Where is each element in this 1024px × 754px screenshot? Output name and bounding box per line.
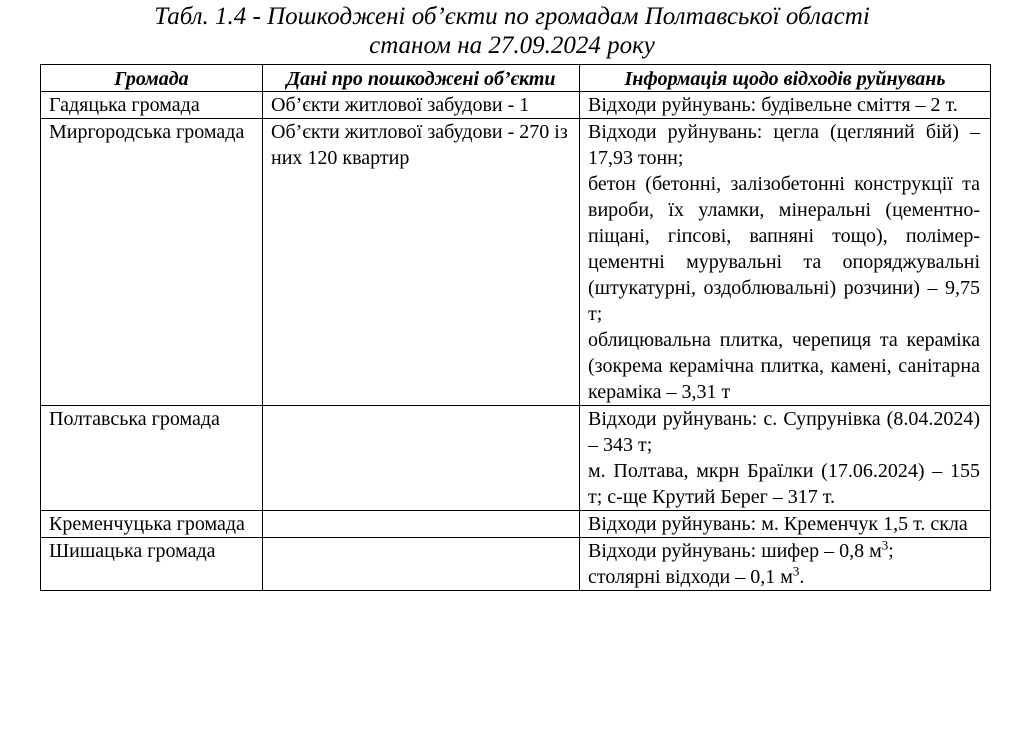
cell-community: Миргородська громада	[41, 119, 263, 406]
cell-community: Полтавська громада	[41, 406, 263, 511]
superscript-3: 3	[792, 563, 800, 579]
waste-line: Відходи руйнувань: с. Супрунівка (8.04.2024) – 343 т;	[588, 408, 980, 456]
cell-community: Кременчуцька громада	[41, 511, 263, 538]
waste-text: .	[799, 566, 805, 588]
waste-line: бетон (бетонні, залізобетонні конструкції та вироби, їх уламки, мінеральні (цементно-піщані, гіпсові, вапняні тощо), полімер-цементні мурувальні та опоряджувальні (штукатурні, оздоблювальні) розчини) – 9,75 т;	[588, 173, 980, 325]
cell-waste	[580, 538, 991, 591]
waste-text: Відходи руйнувань: шифер – 0,8 м	[588, 540, 882, 562]
cell-community: Гадяцька громада	[41, 92, 263, 119]
damaged-objects-table	[40, 64, 991, 591]
cell-objects: Об’єкти житлової забудови - 270 із них 120 квартир	[263, 119, 580, 406]
table-caption	[0, 2, 1024, 60]
waste-line: м. Полтава, мкрн Браїлки (17.06.2024) – 155 т; с-ще Крутий Берег – 317 т.	[588, 460, 980, 508]
header-waste: Інформація щодо відходів руйнувань	[580, 65, 991, 92]
table-row	[41, 119, 991, 406]
cell-objects	[263, 406, 580, 511]
waste-line: Відходи руйнувань: цегла (цегляний бій) – 17,93 тонн;	[588, 121, 980, 169]
cell-waste	[580, 119, 991, 406]
cell-waste	[580, 92, 991, 119]
cell-community: Шишацька громада	[41, 538, 263, 591]
cell-objects	[263, 511, 580, 538]
table-row	[41, 511, 991, 538]
header-objects: Дані про пошкоджені об’єкти	[263, 65, 580, 92]
waste-text: ;	[888, 540, 894, 562]
table-row	[41, 406, 991, 511]
cell-waste	[580, 511, 991, 538]
caption-line-1: Табл. 1.4 - Пошкоджені об’єкти по громадам Полтавської області	[154, 3, 870, 30]
caption-line-2: станом на 27.09.2024 року	[369, 32, 655, 59]
waste-line: Відходи руйнувань: будівельне сміття – 2 т.	[588, 94, 958, 116]
cell-objects: Об’єкти житлової забудови - 1	[263, 92, 580, 119]
cell-objects	[263, 538, 580, 591]
waste-text: столярні відходи – 0,1 м	[588, 566, 793, 588]
header-community: Громада	[41, 65, 263, 92]
table-header-row	[41, 65, 991, 92]
cell-waste	[580, 406, 991, 511]
table-row	[41, 92, 991, 119]
table-row	[41, 538, 991, 591]
waste-line: Відходи руйнувань: м. Кременчук 1,5 т. скла	[588, 513, 968, 535]
waste-line: облицювальна плитка, черепиця та кераміка (зокрема керамічна плитка, камені, санітарна кераміка – 3,31 т	[588, 329, 980, 403]
superscript-3: 3	[881, 537, 889, 553]
